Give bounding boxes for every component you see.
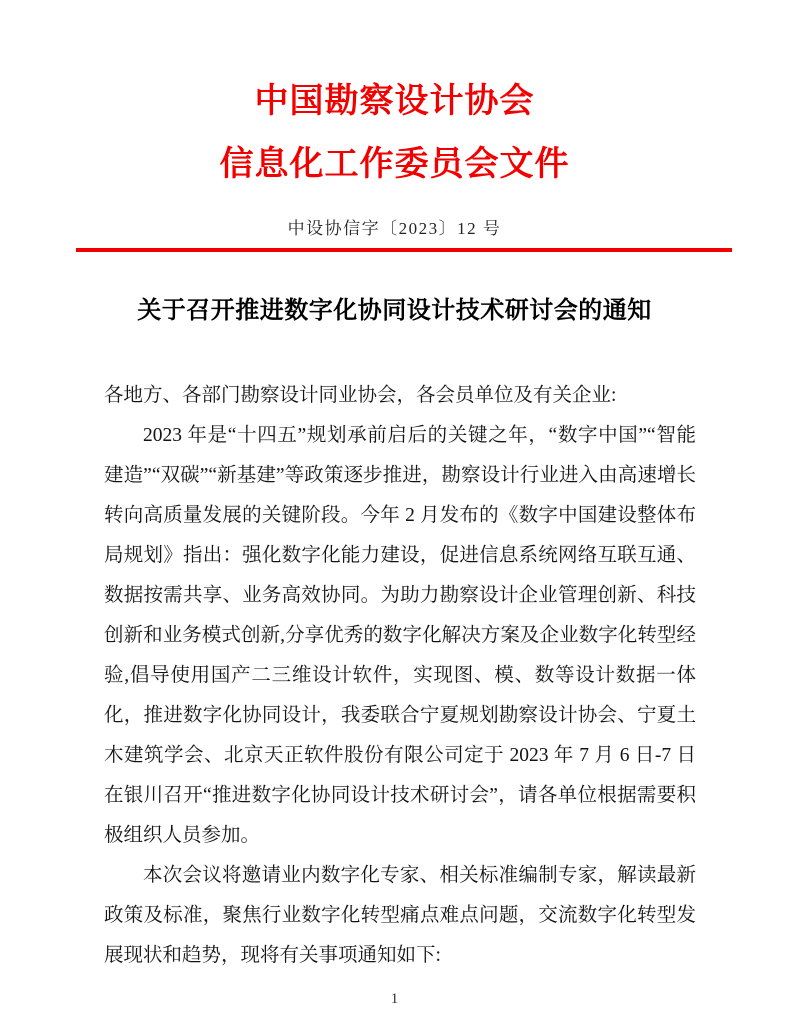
- document-body: [104, 376, 696, 976]
- org-name-line2: 信息化工作委员会文件: [219, 146, 570, 184]
- document-title: 关于召开推进数字化协同设计技术研讨会的通知: [137, 298, 652, 325]
- paragraph-2: 本次会议将邀请业内数字化专家、相关标准编制专家，解读最新政策及标准，聚焦行业数字化转型痛点难点问题，交流数字化转型发展现状和趋势，现将有关事项通知如下:: [104, 864, 696, 966]
- salutation: 各地方、各部门勘察设计同业协会，各会员单位及有关企业:: [104, 384, 617, 406]
- doc-number: 中设协信字〔2023〕12 号: [287, 219, 502, 239]
- org-name-line1: 中国勘察设计协会: [254, 83, 535, 120]
- red-separator-line: [76, 248, 732, 252]
- page-number: 1: [390, 991, 399, 1007]
- paragraph-1: 2023 年是“十四五”规划承前启后的关键之年，“数字中国”“智能建造”“双碳”“新基建”等政策逐步推进，勘察设计行业进入由高速增长转向高质量发展的关键阶段。今年 2 月发布的《数字中国建设整体布局规划》指出：强化数字化能力建设，促进信息系统网络互联互通、数据按需共享、业务高效协同。为助力勘察设计企业管理创新、科技创新和业务模式创新,分享优秀的数字化解决方案及企业数字化转型经验,倡导使用国产二三维设计软件，实现图、模、数等设计数据一体化，推进数字化协同设计，我委联合宁夏规划勘察设计协会、宁夏土木建筑学会、北京天正软件股份有限公司定于 2023 年 7 月 6 日-7 日在银川召开“推进数字化协同设计技术研讨会”，请各单位根据需要积极组织人员参加。: [104, 424, 696, 846]
